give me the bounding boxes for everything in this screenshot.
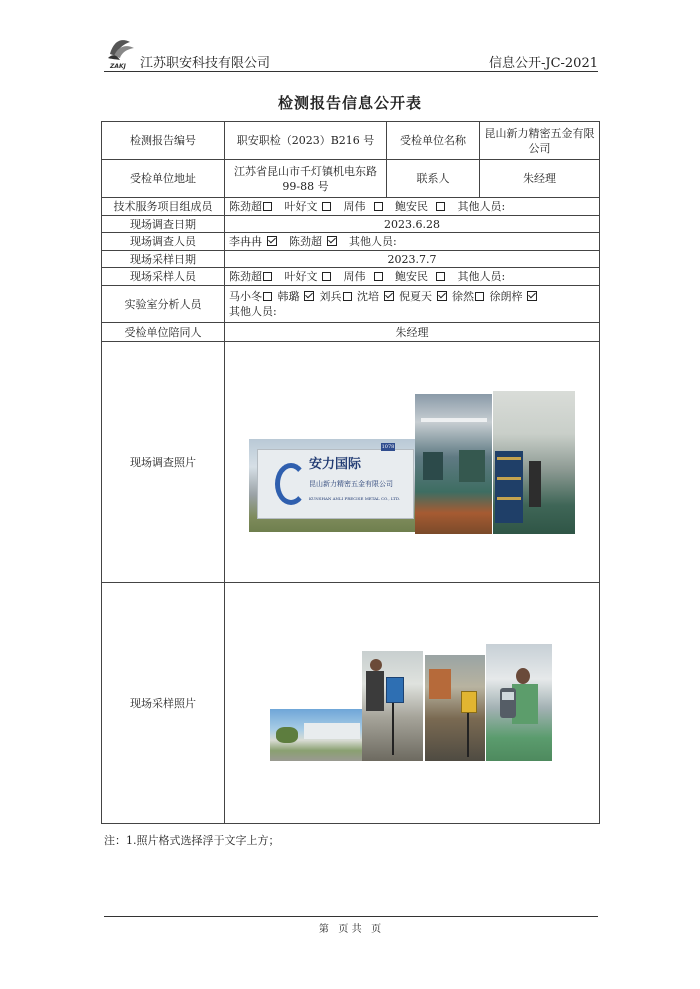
footer-divider (104, 916, 598, 917)
checkbox[interactable] (343, 292, 352, 301)
svg-text:ZAKJ: ZAKJ (110, 63, 126, 70)
table-row (102, 583, 600, 824)
member-name: 陈劲超 (289, 235, 322, 248)
member-name: 鲍安民 (395, 270, 428, 283)
member-name: 沈培 (357, 290, 379, 303)
member-name: 韩璐 (277, 290, 300, 303)
sign-text-cn-sub: 昆山新力精密五金有限公司 (309, 480, 393, 488)
member-name: 李冉冉 (229, 235, 262, 248)
table-row (102, 342, 600, 583)
others-label: 其他人员: (457, 270, 506, 283)
handheld-meter-photo (486, 644, 552, 761)
checkbox[interactable] (263, 292, 272, 301)
member-name: 马小冬 (229, 290, 262, 303)
document-code: 信息公开-JC-2021 (488, 56, 598, 71)
survey-photos-cell (225, 342, 600, 583)
checkbox[interactable] (263, 202, 272, 211)
team-members (225, 198, 600, 216)
survey-date-label: 现场调查日期 (102, 216, 225, 233)
member-name: 周伟 (343, 270, 366, 283)
member-name: 倪夏天 (399, 290, 432, 303)
sampling-photos-cell (225, 583, 600, 824)
survey-date-value: 2023.6.28 (225, 216, 600, 233)
checkbox[interactable] (263, 272, 272, 281)
member-name: 周伟 (343, 200, 366, 213)
company-logo (104, 34, 138, 70)
others-label: 其他人员: (457, 200, 506, 213)
table-row (102, 216, 600, 233)
member-name: 鲍安民 (395, 200, 428, 213)
table-row (102, 251, 600, 268)
others-label: 其他人员: (229, 305, 277, 318)
checkbox[interactable] (322, 202, 331, 211)
checkbox-checked[interactable] (304, 291, 314, 301)
info-table (101, 121, 600, 824)
sign-text-cn: 安力国际 (309, 457, 362, 472)
footnote: 注：1.照片格式选择浮于文字上方； (104, 834, 280, 847)
table-row (102, 323, 600, 342)
member-name: 徐朗梓 (489, 290, 523, 303)
contact-label: 联系人 (387, 160, 480, 198)
member-name: 陈劲超 (229, 270, 262, 283)
surveyors-label: 现场调查人员 (102, 233, 225, 251)
checkbox-checked[interactable] (384, 291, 394, 301)
table-row (102, 198, 600, 216)
table-row (102, 160, 600, 198)
inspected-unit-label: 受检单位名称 (387, 122, 480, 160)
checkbox-checked[interactable] (267, 236, 277, 246)
report-no-label: 检测报告编号 (102, 122, 225, 160)
address-label: 受检单位地址 (102, 160, 225, 198)
sampling-date-value: 2023.7.7 (225, 251, 600, 268)
table-row (102, 268, 600, 286)
table-row (102, 233, 600, 251)
table-row (102, 286, 600, 323)
checkbox-checked[interactable] (437, 291, 447, 301)
member-name: 徐然 (452, 290, 474, 303)
survey-photos-label: 现场调查照片 (102, 342, 225, 583)
surveyors-members (225, 233, 600, 251)
factory-sign-photo (249, 439, 415, 532)
samplers-label: 现场采样人员 (102, 268, 225, 286)
member-name: 叶好文 (284, 270, 318, 283)
contact-value: 朱经理 (480, 160, 600, 198)
page-title: 检测报告信息公开表 (277, 94, 422, 112)
page-header (104, 34, 598, 72)
inspected-unit-value: 昆山新力精密五金有限公司 (480, 122, 600, 160)
sampling-photos-label: 现场采样照片 (102, 583, 225, 824)
lab-analysts-label: 实验室分析人员 (102, 286, 225, 323)
sampling-date-label: 现场采样日期 (102, 251, 225, 268)
building-exterior-photo (270, 709, 362, 761)
page-footer: 第 页 共 页 (318, 924, 382, 935)
machine-sampling-photo (425, 655, 485, 761)
checkbox[interactable] (374, 272, 383, 281)
storage-racks-photo (493, 391, 575, 534)
sign-number: 1078 (381, 444, 395, 450)
address-value: 江苏省昆山市千灯镇机电东路 99-88 号 (225, 160, 387, 198)
checkbox[interactable] (436, 272, 445, 281)
member-name: 叶好文 (284, 200, 318, 213)
checkbox[interactable] (322, 272, 331, 281)
checkbox[interactable] (436, 202, 445, 211)
table-row (102, 122, 600, 160)
header-divider (104, 71, 598, 72)
member-name: 刘兵 (319, 290, 342, 303)
escort-label: 受检单位陪同人 (102, 323, 225, 342)
member-name: 陈劲超 (229, 200, 262, 213)
checkbox-checked[interactable] (527, 291, 537, 301)
lab-analysts-members (225, 286, 600, 323)
workshop-photo (415, 394, 492, 534)
checkbox[interactable] (475, 292, 484, 301)
checkbox-checked[interactable] (327, 236, 337, 246)
report-no-value: 职安职检（2023）B216 号 (225, 122, 387, 160)
sampler-tripod-photo (362, 651, 423, 761)
others-label: 其他人员: (349, 235, 397, 248)
escort-value: 朱经理 (225, 323, 600, 342)
team-label: 技术服务项目组成员 (102, 198, 225, 216)
checkbox[interactable] (374, 202, 383, 211)
samplers-members (225, 268, 600, 286)
company-name: 江苏职安科技有限公司 (140, 56, 271, 71)
sign-text-en: KUNSHAN ANLI PRECISE METAL CO., LTD. (309, 496, 401, 501)
